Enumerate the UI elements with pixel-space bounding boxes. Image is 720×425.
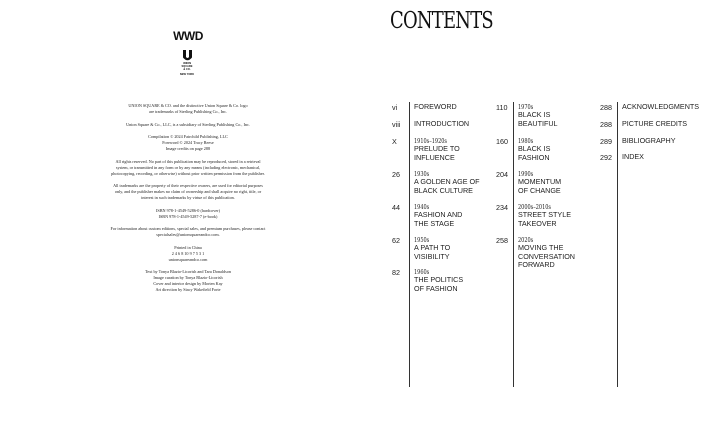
toc-era: 1990s bbox=[518, 170, 534, 178]
copyright-line: For information about custom editions, special sales, and premium purchases, please contact bbox=[110, 226, 266, 231]
toc-era: 1960s bbox=[414, 268, 430, 276]
copyright-line: only, and the publisher makes no claim of ownership and shall acquire no right, title, or bbox=[114, 189, 262, 194]
toc-page-number: 44 bbox=[392, 203, 400, 212]
copyright-paragraph bbox=[88, 103, 288, 115]
toc-era: 1940s bbox=[414, 203, 430, 211]
copyright-line: ISBN 978-1-4549-5287-7 (e-book) bbox=[158, 213, 218, 219]
copyright-line: Printed in China bbox=[174, 244, 202, 250]
union-square-logo bbox=[177, 50, 197, 76]
toc-page-number: 160 bbox=[496, 137, 508, 146]
toc-era: 2000s–2010s bbox=[518, 203, 551, 211]
toc-chapter-title[interactable]: FASHION AND THE STAGE bbox=[414, 210, 463, 228]
copyright-line: Image credits on page 288 bbox=[165, 146, 211, 151]
copyright-paragraph bbox=[88, 134, 288, 152]
copyright-line: system, or transmitted in any form or by any means (including electronic, mechanical, bbox=[115, 164, 261, 170]
wwd-logo: WWD bbox=[173, 29, 203, 43]
copyright-line: interest in such trademarks by virtue of this publication. bbox=[141, 195, 235, 200]
copyright-line: All rights reserved. No part of this publication may be reproduced, stored in a retrieval bbox=[115, 158, 261, 164]
copyright-line: Text by Tonya Blazio-Licorish and Tara Donaldson bbox=[145, 269, 231, 274]
toc-page-number: 258 bbox=[496, 236, 508, 245]
toc-page-number: 26 bbox=[392, 170, 400, 179]
toc-era: 2020s bbox=[518, 236, 534, 244]
column-divider bbox=[409, 102, 410, 387]
copyright-paragraph bbox=[88, 122, 288, 128]
toc-page-number: 292 bbox=[600, 153, 612, 162]
toc-page-number: 204 bbox=[496, 170, 508, 179]
toc-chapter-title[interactable]: BIBLIOGRAPHY bbox=[622, 136, 676, 145]
toc-chapter-title[interactable]: STREET STYLE TAKEOVER bbox=[518, 210, 571, 228]
toc-chapter-title[interactable]: A GOLDEN AGE OF BLACK CULTURE bbox=[414, 177, 480, 195]
toc-page-number: 288 bbox=[600, 103, 612, 112]
usq-name-line-3: & CO. bbox=[183, 68, 191, 71]
toc-chapter-title[interactable]: A PATH TO VISIBILITY bbox=[414, 243, 451, 261]
toc-page-number: 82 bbox=[392, 268, 400, 277]
toc-chapter-title[interactable]: BLACK IS BEAUTIFUL bbox=[518, 110, 558, 128]
toc-chapter-title[interactable]: ACKNOWLEDGMENTS bbox=[622, 102, 700, 111]
copyright-line: photocopying, recording, or otherwise) without prior written permission from the publisher. bbox=[111, 170, 265, 176]
toc-era: 1930s bbox=[414, 170, 430, 178]
copyright-paragraph bbox=[88, 159, 288, 177]
toc-page-number: 288 bbox=[600, 120, 612, 129]
copyright-text bbox=[88, 103, 288, 300]
page-title: CONTENTS bbox=[390, 8, 493, 34]
copyright-line: Cover and interior design by Morten Kay bbox=[153, 281, 223, 286]
toc-page-number: 110 bbox=[496, 103, 508, 112]
copyright-line: unionsquareandco.com bbox=[168, 256, 208, 262]
toc-chapter-title[interactable]: INDEX bbox=[622, 152, 644, 161]
toc-page-number: 289 bbox=[600, 137, 612, 146]
copyright-line: Foreword © 2024 Tracy Reese bbox=[162, 140, 214, 145]
column-divider bbox=[617, 102, 618, 387]
copyright-line: Union Square & Co., LLC, is a subsidiary of Sterling Publishing Co., Inc. bbox=[126, 121, 250, 127]
toc-chapter-title[interactable]: MOMENTUM OF CHANGE bbox=[518, 177, 562, 195]
toc-page-number: X bbox=[392, 137, 397, 146]
copyright-paragraph bbox=[88, 269, 288, 293]
toc-era: 1980s bbox=[518, 137, 534, 145]
toc-chapter-title[interactable]: FOREWORD bbox=[414, 102, 457, 111]
toc-era: 1970s bbox=[518, 103, 534, 111]
copyright-line: All trademarks are the property of their respective owners, are used for editorial purposes bbox=[113, 183, 263, 188]
toc-era: 1910s–1920s bbox=[414, 137, 447, 145]
usq-name-line-1: UNION bbox=[182, 62, 192, 65]
copyright-line: specialsales@unionsquareandco.com. bbox=[156, 232, 220, 237]
toc-page-number: vi bbox=[392, 103, 398, 112]
toc-era: 1950s bbox=[414, 236, 430, 244]
toc-chapter-title[interactable]: BLACK IS FASHION bbox=[518, 144, 551, 162]
copyright-line: UNION SQUARE & CO. and the distinctive Union Square & Co. logo bbox=[128, 103, 248, 108]
toc-page-number: viii bbox=[392, 120, 401, 129]
copyright-line: Image curation by Tonya Blazio-Licorish bbox=[153, 275, 223, 280]
toc-chapter-title[interactable]: INTRODUCTION bbox=[414, 119, 470, 128]
union-square-u-icon bbox=[182, 50, 193, 62]
copyright-paragraph bbox=[88, 226, 288, 238]
copyright-line: 2 4 6 8 10 9 7 5 3 1 bbox=[171, 250, 205, 256]
toc-page-number: 234 bbox=[496, 203, 508, 212]
copyright-paragraph bbox=[88, 183, 288, 201]
toc-chapter-title[interactable]: PRELUDE TO INFLUENCE bbox=[414, 144, 460, 162]
copyright-line: Art direction by Stacy Wakefield Forte bbox=[155, 287, 221, 292]
toc-chapter-title[interactable]: PICTURE CREDITS bbox=[622, 119, 688, 128]
column-divider bbox=[513, 102, 514, 387]
copyright-line: Compilation © 2024 Fairchild Publishing, LLC bbox=[148, 134, 228, 139]
copyright-line: ISBN 978-1-4549-5286-0 (hardcover) bbox=[156, 207, 220, 213]
toc-chapter-title[interactable]: MOVING THE CONVERSATION FORWARD bbox=[518, 243, 575, 269]
copyright-line: are trademarks of Sterling Publishing Co., Inc. bbox=[148, 109, 228, 114]
usq-city: NEW YORK bbox=[179, 73, 195, 76]
toc-page-number: 62 bbox=[392, 236, 400, 245]
usq-name-line-2: SQUARE bbox=[181, 65, 193, 68]
copyright-paragraph bbox=[88, 245, 288, 263]
copyright-paragraph bbox=[88, 208, 288, 220]
toc-chapter-title[interactable]: THE POLITICS OF FASHION bbox=[414, 275, 464, 293]
